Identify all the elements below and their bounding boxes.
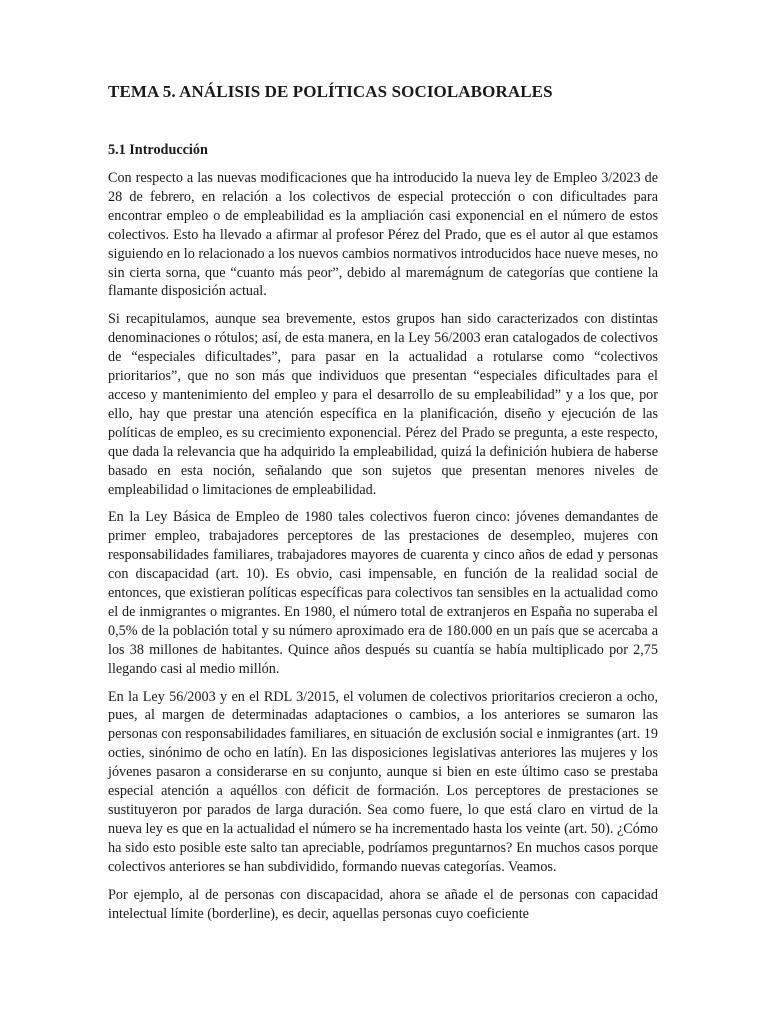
section-heading: 5.1 Introducción <box>108 142 208 158</box>
paragraph-ejemplo: Por ejemplo, al de personas con discapacidad, ahora se añade el de personas con capacidad intelectual límite (borderline), es decir, aquellas personas cuyo coeficiente <box>108 886 658 922</box>
document-page <box>108 82 658 932</box>
paragraph-ley-2003: En la Ley 56/2003 y en el RDL 3/2015, el volumen de colectivos prioritarios crecieron a ocho, pues, al margen de determinadas adaptaciones o cambios, a los anteriores se sumaron las personas con responsabilidades familiares, en situación de exclusión social e inmigrantes (art. 19 octies, sinónimo de ocho en latín). En las disposiciones legislativas anteriores las mujeres y los jóvenes pasaron a considerarse en su conjunto, aunque si bien en este último caso se prestaba especial atención a aquéllos con déficit de formación. Los perceptores de prestaciones se sustituyeron por parados de larga duración. Sea como fuere, lo que está claro en virtud de la nueva ley es que en la actualidad el número se ha incrementado hasta los veinte (art. 50). ¿Cómo ha sido esto posible este salto tan apreciable, podríamos preguntarnos? En muchos casos porque colectivos anteriores se han subdividido, formando nuevas categorías. Veamos. <box>108 688 658 875</box>
paragraph-recapitulation: Si recapitulamos, aunque sea brevemente, estos grupos han sido caracterizados con distintas denominaciones o rótulos; así, de esta manera, en la Ley 56/2003 eran catalogados de colectivos de “especiales dificultades”, para pasar en la actualidad a rotularse como “colectivos prioritarios”, que no son más que individuos que presentan “especiales dificultades para el acceso y mantenimiento del empleo y para el desarrollo de su empleabilidad” y a los que, por ello, hay que prestar una atención específica en la planificación, diseño y ejecución de las políticas de empleo, es su crecimiento exponencial. Pérez del Prado se pregunta, a este respecto, que dada la relevancia que ha adquirido la empleabilidad, quizá la definición hubiera de haberse basado en esta noción, señalando que son sujetos que presentan menores niveles de empleabilidad o limitaciones de empleabilidad. <box>108 311 658 498</box>
document-title: TEMA 5. ANÁLISIS DE POLÍTICAS SOCIOLABORALES <box>108 82 553 101</box>
paragraph-introduction: Con respecto a las nuevas modificaciones que ha introducido la nueva ley de Empleo 3/2023 de 28 de febrero, en relación a los colectivos de especial protección o con dificultades para encontrar empleo o de empleabilidad es la ampliación casi exponencial en el número de estos colectivos. Esto ha llevado a afirmar al profesor Pérez del Prado, que es el autor al que estamos siguiendo en lo relacionado a los nuevos cambios normativos introducidos hace nueve meses, no sin cierta sorna, que “cuanto más peor”, debido al maremágnum de categorías que contiene la flamante disposición actual. <box>108 170 658 300</box>
paragraph-ley-1980: En la Ley Básica de Empleo de 1980 tales colectivos fueron cinco: jóvenes demandantes de primer empleo, trabajadores perceptores de las prestaciones de desempleo, mujeres con responsabilidades familiares, trabajadores mayores de cuarenta y cinco años de edad y personas con discapacidad (art. 10). Es obvio, casi impensable, en función de la realidad social de entonces, que existieran políticas específicas para colectivos tan sensibles en la actualidad como el de inmigrantes o migrantes. En 1980, el número total de extranjeros en España no superaba el 0,5% de la población total y su número aproximado era de 180.000 en un país que se acercaba a los 38 millones de habitantes. Quince años después su cuantía se había multiplicado por 2,75 llegando casi al medio millón. <box>108 509 658 677</box>
